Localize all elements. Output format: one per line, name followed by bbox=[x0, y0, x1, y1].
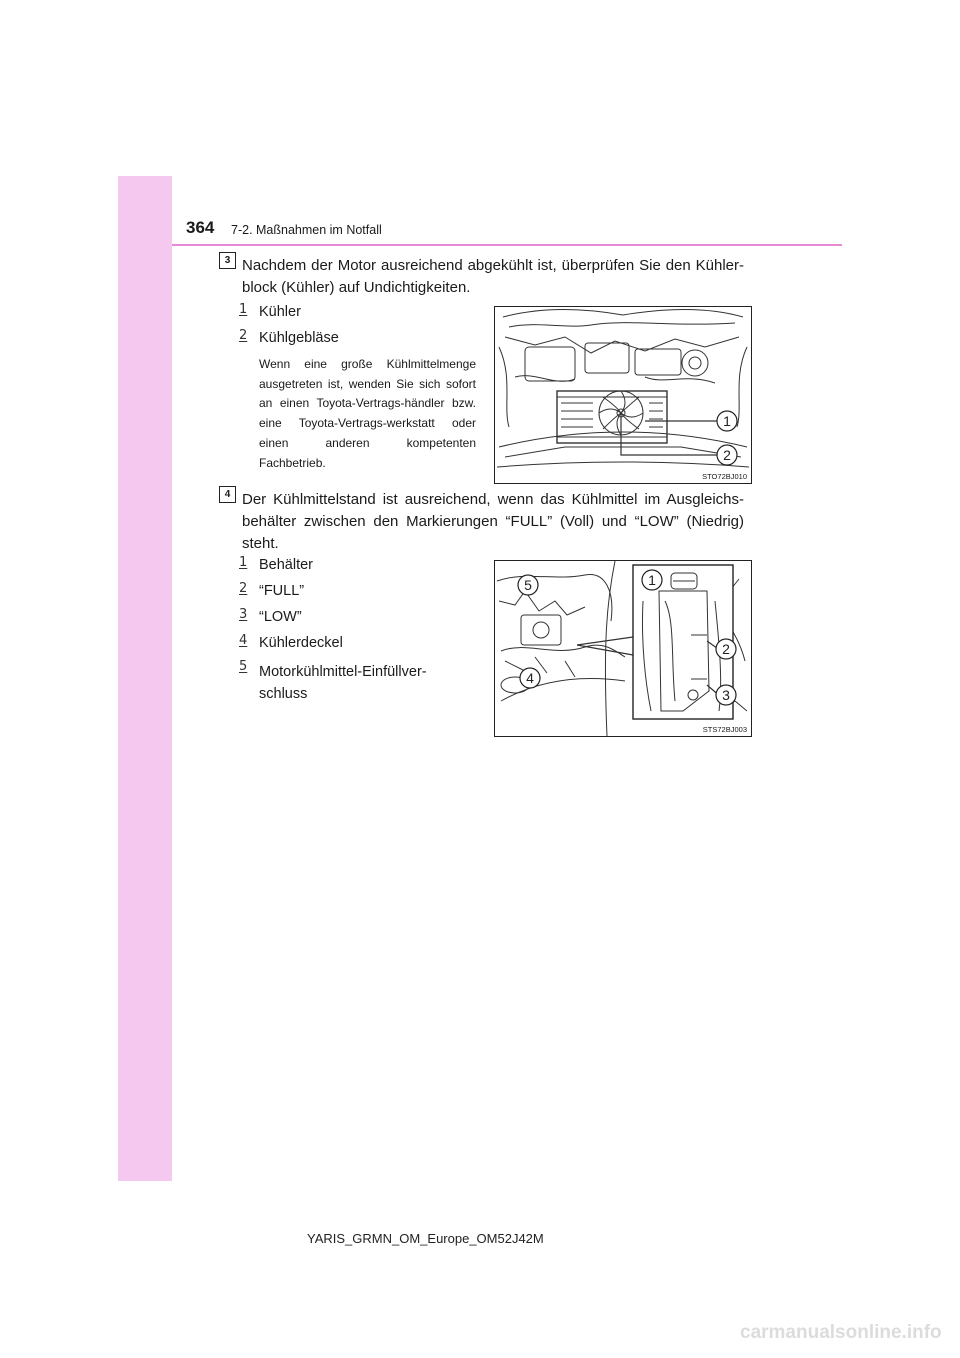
footer-document-id: YARIS_GRMN_OM_Europe_OM52J42M bbox=[307, 1231, 544, 1246]
callout-2: 2 bbox=[723, 447, 731, 463]
step-badge-4: 4 bbox=[219, 486, 236, 503]
section-title: 7-2. Maßnahmen im Notfall bbox=[231, 223, 382, 237]
item-marker-2: 2 bbox=[239, 328, 248, 343]
item-marker-5: 5 bbox=[239, 659, 248, 674]
callout-2: 2 bbox=[722, 641, 730, 657]
header-rule bbox=[172, 244, 842, 246]
step-3-text: Nachdem der Motor ausreichend abgekühlt ist, überprüfen Sie den Kühler-block (Kühler) auf Undichtigkeiten. bbox=[242, 257, 744, 296]
figure-coolant-reservoir bbox=[494, 560, 752, 737]
item-marker-1: 1 bbox=[239, 302, 248, 317]
figure-radiator bbox=[494, 306, 752, 484]
item-label-full: “FULL” bbox=[259, 583, 305, 599]
item-marker-4: 4 bbox=[239, 633, 248, 648]
item-label-behaelter: Behälter bbox=[259, 557, 314, 573]
callout-5: 5 bbox=[524, 577, 532, 593]
page-sidebar-tab bbox=[118, 176, 172, 1181]
step-3-note: Wenn eine große Kühlmittelmenge ausgetreten ist, wenden Sie sich sofort an einen Toyota-Vertrags-händler bzw. eine Toyota-Vertrags-werkstatt oder einen anderen kompetenten Fachbetrieb. bbox=[259, 357, 476, 470]
page-number: 364 bbox=[186, 218, 215, 237]
step-4-text: Der Kühlmittelstand ist ausreichend, wenn das Kühlmittel im Ausgleichs-behälter zwischen den Markierungen “FULL” (Voll) und “LOW” (Niedrig) steht. bbox=[242, 491, 744, 552]
figure-code: STS72BJ003 bbox=[702, 725, 747, 734]
item-marker-2: 2 bbox=[239, 581, 248, 596]
item-label-kuehler: Kühler bbox=[259, 304, 301, 320]
reservoir-illustration bbox=[495, 561, 751, 736]
item-marker-3: 3 bbox=[239, 607, 248, 622]
item-marker-1: 1 bbox=[239, 555, 248, 570]
step-badge-3: 3 bbox=[219, 252, 236, 269]
radiator-illustration bbox=[495, 307, 751, 483]
figure-code: STO72BJ010 bbox=[702, 472, 747, 481]
callout-3: 3 bbox=[722, 687, 730, 703]
callout-4: 4 bbox=[526, 670, 534, 686]
item-label-kuehlerdeckel: Kühlerdeckel bbox=[259, 635, 343, 651]
callout-1: 1 bbox=[723, 413, 731, 429]
item-label-kuehlgeblaese: Kühlgebläse bbox=[259, 330, 339, 346]
callout-1: 1 bbox=[648, 572, 656, 588]
item-label-low: “LOW” bbox=[259, 609, 302, 625]
watermark: carmanualsonline.info bbox=[740, 1322, 942, 1343]
item-label-einfuellverschluss: Motorkühlmittel-Einfüllver-schluss bbox=[259, 664, 427, 702]
